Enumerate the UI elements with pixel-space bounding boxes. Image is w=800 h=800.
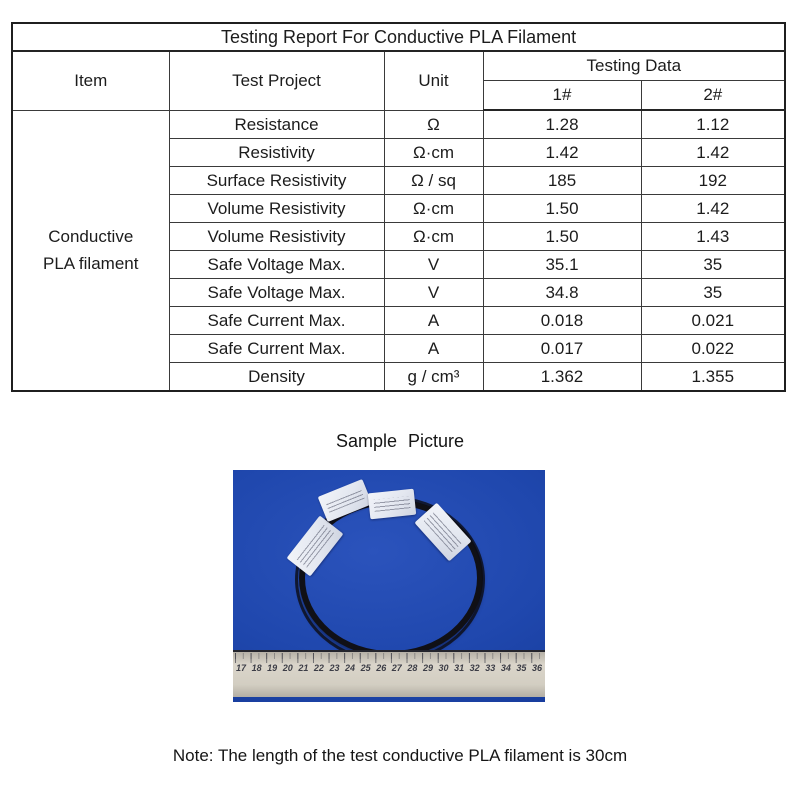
- value2-cell: 1.43: [641, 223, 785, 251]
- project-cell: Safe Voltage Max.: [169, 279, 384, 307]
- sample-photo: [233, 470, 545, 702]
- project-cell: Resistivity: [169, 139, 384, 167]
- item-line-1: Conductive: [48, 227, 134, 247]
- ruler-number: 22: [313, 663, 324, 673]
- ruler-number: 24: [345, 663, 356, 673]
- unit-cell: Ω·cm: [384, 195, 483, 223]
- ruler-number: 28: [407, 663, 418, 673]
- project-cell: Safe Voltage Max.: [169, 251, 384, 279]
- ruler-number: 23: [329, 663, 340, 673]
- project-cell: Safe Current Max.: [169, 307, 384, 335]
- header-test-project: Test Project: [169, 51, 384, 110]
- value1-cell: 1.28: [483, 110, 641, 139]
- table-row: [12, 51, 785, 81]
- ruler-ticks: [235, 653, 545, 663]
- table-row: [12, 110, 785, 139]
- project-cell: Surface Resistivity: [169, 167, 384, 195]
- unit-cell: g / cm³: [384, 363, 483, 392]
- note-text: Note: The length of the test conductive PLA filament is 30cm: [172, 746, 628, 765]
- value2-cell: 35: [641, 251, 785, 279]
- ruler-number: 36: [531, 663, 542, 673]
- header-sample-2: 2#: [641, 81, 785, 111]
- project-cell: Volume Resistivity: [169, 223, 384, 251]
- unit-cell: Ω·cm: [384, 223, 483, 251]
- ruler-number: 27: [391, 663, 402, 673]
- sample-picture-heading: Sample Picture: [335, 431, 465, 451]
- header-unit: Unit: [384, 51, 483, 110]
- ruler-number: 34: [500, 663, 511, 673]
- unit-cell: Ω / sq: [384, 167, 483, 195]
- value1-cell: 185: [483, 167, 641, 195]
- unit-cell: Ω·cm: [384, 139, 483, 167]
- item-line-2: PLA filament: [43, 254, 139, 274]
- project-cell: Density: [169, 363, 384, 392]
- project-cell: Resistance: [169, 110, 384, 139]
- unit-cell: A: [384, 335, 483, 363]
- ruler-number: 29: [422, 663, 433, 673]
- ruler-number: 21: [298, 663, 309, 673]
- ruler-number: 17: [236, 663, 247, 673]
- ruler-number: 35: [516, 663, 527, 673]
- filament-label: [368, 489, 416, 520]
- ruler: [233, 650, 545, 697]
- project-cell: Volume Resistivity: [169, 195, 384, 223]
- value2-cell: 35: [641, 279, 785, 307]
- value1-cell: 1.50: [483, 195, 641, 223]
- ruler-number: 26: [376, 663, 387, 673]
- value1-cell: 35.1: [483, 251, 641, 279]
- header-sample-1: 1#: [483, 81, 641, 111]
- header-testing-data: Testing Data: [483, 51, 785, 81]
- ruler-numbers: [233, 663, 545, 673]
- report-table: [11, 22, 786, 392]
- unit-cell: A: [384, 307, 483, 335]
- header-item: Item: [12, 51, 169, 110]
- value1-cell: 1.42: [483, 139, 641, 167]
- value2-cell: 0.022: [641, 335, 785, 363]
- ruler-number: 19: [267, 663, 278, 673]
- ruler-number: 30: [438, 663, 449, 673]
- value1-cell: 0.017: [483, 335, 641, 363]
- ruler-number: 20: [282, 663, 293, 673]
- ruler-number: 25: [360, 663, 371, 673]
- table-row: [12, 23, 785, 51]
- project-cell: Safe Current Max.: [169, 335, 384, 363]
- value1-cell: 34.8: [483, 279, 641, 307]
- report-title: Testing Report For Conductive PLA Filament: [12, 23, 785, 51]
- ruler-number: 32: [469, 663, 480, 673]
- ruler-number: 18: [251, 663, 262, 673]
- value2-cell: 1.12: [641, 110, 785, 139]
- unit-cell: Ω: [384, 110, 483, 139]
- ruler-number: 33: [485, 663, 496, 673]
- value1-cell: 1.50: [483, 223, 641, 251]
- value1-cell: 0.018: [483, 307, 641, 335]
- value1-cell: 1.362: [483, 363, 641, 392]
- unit-cell: V: [384, 279, 483, 307]
- unit-cell: V: [384, 251, 483, 279]
- value2-cell: 1.42: [641, 195, 785, 223]
- item-cell: [12, 110, 169, 391]
- value2-cell: 1.42: [641, 139, 785, 167]
- value2-cell: 192: [641, 167, 785, 195]
- ruler-number: 31: [454, 663, 465, 673]
- value2-cell: 1.355: [641, 363, 785, 392]
- value2-cell: 0.021: [641, 307, 785, 335]
